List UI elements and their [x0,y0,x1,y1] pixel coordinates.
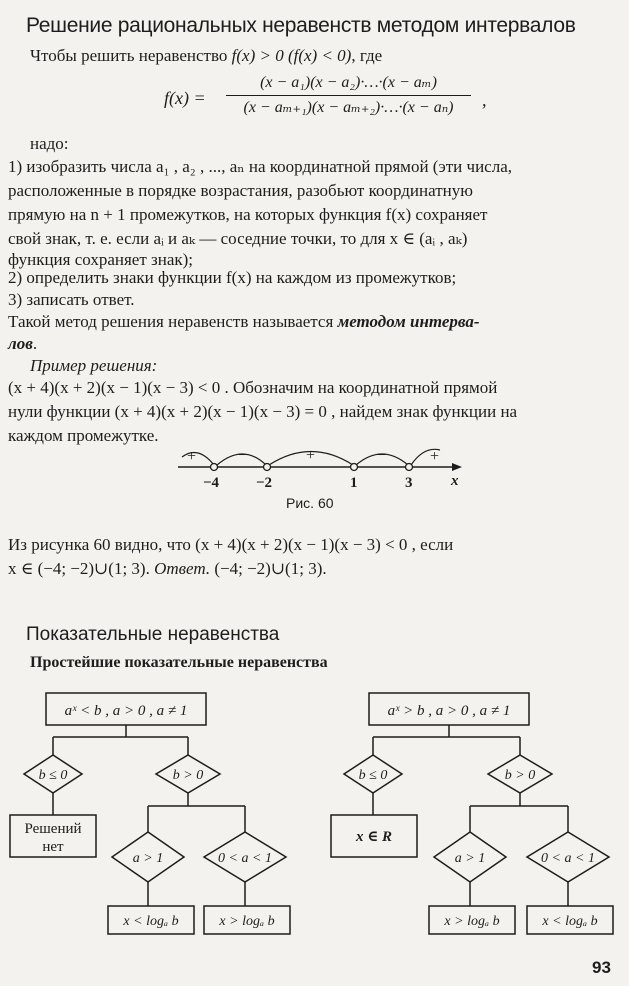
point-label: −4 [203,475,220,491]
flow-result-label: нет [42,839,64,855]
flow-cond-label: b > 0 [172,768,204,783]
method-line: 2) определить знаки функции f(x) на каждом из промежутков; [8,268,457,287]
flow-cond-label: 0 < a < 1 [541,851,595,866]
flow-cond-label: 0 < a < 1 [218,851,272,866]
flowchart-left [10,693,290,934]
flow-result-label: x > logₐ b [444,914,500,929]
flow-result-label: x > logₐ b [219,914,275,929]
flow-result-label: x < logₐ b [123,914,179,929]
method-line: надо: [30,134,69,153]
point-label: 3 [405,475,413,491]
intro-condition-gt: f(x) > 0 [231,46,284,65]
method-line: расположенные в порядке возрастания, разобьют координатную [8,181,473,200]
intro-condition-lt: (f(x) < 0) [287,46,352,65]
figure-caption: Рис. 60 [286,495,334,511]
formula-denominator: (x − aₘ₊₁)(x − aₘ₊₂)·…·(x − aₙ) [243,99,454,116]
answer-label: Ответ. [154,559,211,578]
zero-point [211,464,218,471]
flow-result-label: x < logₐ b [542,914,598,929]
axis-label: x [451,473,459,489]
flow-result-label: x ∈ R [355,829,393,845]
method-line: 3) записать ответ. [8,290,135,309]
section2-title: Показательные неравенства [26,624,280,645]
flow-cond-label: a > 1 [132,851,164,866]
method-name-term: методом интерва- [337,312,480,331]
example-header: Пример решения: [30,356,158,375]
point-label: 1 [350,475,358,491]
method-name-term-end: лов [8,334,33,353]
flow-top-label: aˣ > b , a > 0 , a ≠ 1 [387,703,511,719]
flow-cond-label: a > 1 [454,851,486,866]
method-name-period: . [32,334,38,353]
formula-tail: , [482,90,487,110]
number-line-figure [178,447,462,491]
zero-point [351,464,358,471]
example-line: нули функции (x + 4)(x + 2)(x − 1)(x − 3) = 0 , найдем знак функции на [8,402,518,421]
flow-cond-label: b > 0 [504,768,536,783]
flow-cond-label: b ≤ 0 [38,768,68,783]
zero-point [264,464,271,471]
page-number: 93 [592,958,611,977]
intro-text-end: , где [351,46,383,65]
formula-lhs: f(x) = [164,88,206,108]
intro-text: Чтобы решить неравенство [30,46,232,65]
example-line: (x + 4)(x + 2)(x − 1)(x − 3) < 0 . Обозначим на координатной прямой [8,378,498,397]
axis-arrow-icon [452,463,462,471]
sign-label: − [377,447,387,464]
method-line: прямую на n + 1 промежутков, на которых функция f(x) сохраняет [8,205,488,224]
formula-numerator: (x − a₁)(x − a₂)·…·(x − aₘ) [226,72,471,96]
subsection-title: Простейшие показательные неравенства [30,654,328,671]
flow-top-label: aˣ < b , a > 0 , a ≠ 1 [64,703,188,719]
method-line: функция сохраняет знак); [8,250,194,269]
sign-label: − [238,447,248,464]
zero-point [406,464,413,471]
conclusion-line: Из рисунка 60 видно, что (x + 4)(x + 2)(x − 1)(x − 3) < 0 , если [8,535,454,554]
sign-label: + [306,447,316,464]
method-line: свой знак, т. е. если aᵢ и aₖ — соседние точки, то для x ∈ (aᵢ , aₖ) [8,229,468,248]
section-title: Решение рациональных неравенств методом интервалов [26,14,576,37]
example-line: каждом промежутке. [8,426,159,445]
flow-cond-label: b ≤ 0 [358,768,388,783]
sign-label: + [430,448,440,465]
conclusion-interval: x ∈ (−4; −2)∪(1; 3). [8,559,155,578]
sign-label: + [187,448,197,465]
point-label: −2 [256,475,273,491]
flowchart-right [331,693,613,934]
conclusion-line-2 [8,559,327,579]
method-name-text: Такой метод решения неравенств называется [8,312,338,331]
flow-result-label: Решений [24,821,82,837]
method-line: 1) изобразить числа a₁ , a₂ , ..., aₙ на координатной прямой (эти числа, [8,157,512,176]
answer-value: (−4; −2)∪(1; 3). [210,559,327,578]
